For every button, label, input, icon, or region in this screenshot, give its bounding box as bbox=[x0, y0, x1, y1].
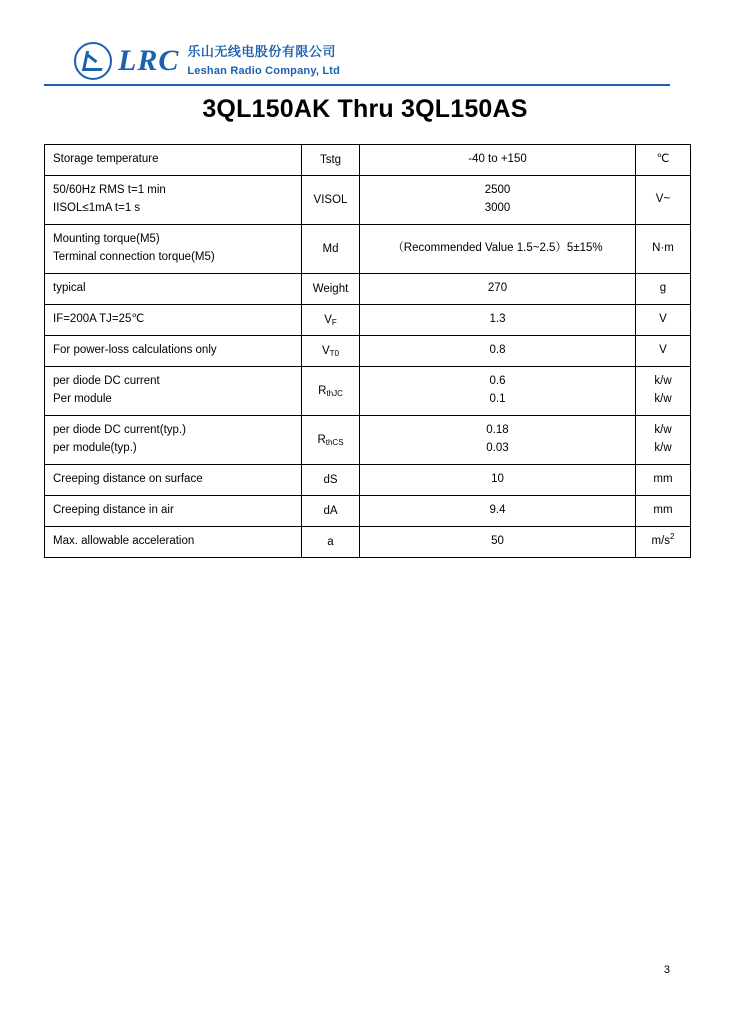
cell-unit bbox=[636, 416, 691, 465]
cell-parameter-line1: Mounting torque(M5) bbox=[53, 233, 160, 246]
cell-unit-line2: k/w bbox=[654, 393, 672, 405]
cell-parameter: Creeping distance on surface bbox=[45, 465, 302, 496]
table-row bbox=[45, 274, 691, 305]
cell-value-line1: 2500 bbox=[484, 184, 511, 197]
cell-symbol bbox=[302, 336, 360, 367]
table-row bbox=[45, 336, 691, 367]
specifications-table bbox=[44, 144, 691, 558]
page-number: 3 bbox=[663, 964, 670, 976]
cell-value-line2: 0.03 bbox=[486, 442, 509, 454]
cell-parameter-line2: per module(typ.) bbox=[53, 442, 137, 454]
symbol-base: V bbox=[321, 345, 330, 357]
cell-parameter-line2: IISOL≤1mA t=1 s bbox=[53, 202, 141, 214]
logo-initials: LRC bbox=[118, 44, 180, 77]
cell-parameter-line2: Terminal connection torque(M5) bbox=[53, 251, 215, 263]
cell-value bbox=[360, 367, 636, 416]
page-header bbox=[44, 40, 670, 84]
company-logo bbox=[74, 40, 340, 82]
table-row bbox=[45, 416, 691, 465]
table-row bbox=[45, 367, 691, 416]
table-row bbox=[45, 225, 691, 274]
cell-unit: V bbox=[636, 336, 691, 367]
cell-parameter: IF=200A TJ=25℃ bbox=[45, 305, 302, 336]
cell-unit: mm bbox=[636, 465, 691, 496]
cell-symbol: a bbox=[302, 527, 360, 558]
cell-unit: V~ bbox=[636, 176, 691, 225]
cell-value bbox=[360, 176, 636, 225]
cell-unit-line2: k/w bbox=[654, 442, 672, 454]
cell-parameter bbox=[45, 416, 302, 465]
page-title: 3QL150AK Thru 3QL150AS bbox=[202, 95, 528, 123]
cell-value: 1.3 bbox=[360, 305, 636, 336]
table-row bbox=[45, 465, 691, 496]
cell-unit-line1: k/w bbox=[654, 375, 672, 388]
cell-parameter-line1: 50/60Hz RMS t=1 min bbox=[53, 184, 166, 197]
symbol-subscript: thJC bbox=[326, 389, 343, 398]
cell-unit: N·m bbox=[636, 225, 691, 274]
cell-symbol: VISOL bbox=[302, 176, 360, 225]
symbol-subscript: T0 bbox=[329, 349, 339, 358]
cell-parameter bbox=[45, 367, 302, 416]
cell-unit: ℃ bbox=[636, 145, 691, 176]
table-row bbox=[45, 305, 691, 336]
cell-parameter bbox=[45, 176, 302, 225]
cell-symbol bbox=[302, 305, 360, 336]
cell-parameter: Creeping distance in air bbox=[45, 496, 302, 527]
lrc-emblem-icon bbox=[74, 42, 112, 80]
cell-unit: mm bbox=[636, 496, 691, 527]
cell-parameter: Max. allowable acceleration bbox=[45, 527, 302, 558]
cell-unit-line1: k/w bbox=[654, 424, 672, 437]
cell-parameter bbox=[45, 225, 302, 274]
cell-parameter-line2: Per module bbox=[53, 393, 112, 405]
cell-symbol: dS bbox=[302, 465, 360, 496]
table-row bbox=[45, 176, 691, 225]
unit-exponent: 2 bbox=[670, 532, 675, 542]
symbol-subscript: thCS bbox=[325, 438, 344, 447]
cell-symbol: Md bbox=[302, 225, 360, 274]
cell-symbol bbox=[302, 367, 360, 416]
table-row bbox=[45, 527, 691, 558]
cell-value bbox=[360, 416, 636, 465]
cell-value-line1: 0.6 bbox=[489, 375, 506, 388]
cell-parameter: For power-loss calculations only bbox=[45, 336, 302, 367]
header-divider bbox=[44, 84, 670, 86]
cell-unit bbox=[636, 367, 691, 416]
cell-value-line1: 0.18 bbox=[486, 424, 509, 437]
cell-unit: V bbox=[636, 305, 691, 336]
cell-unit bbox=[636, 527, 691, 558]
cell-symbol: Weight bbox=[302, 274, 360, 305]
cell-value: 50 bbox=[360, 527, 636, 558]
symbol-base: R bbox=[318, 385, 327, 397]
symbol-base: R bbox=[317, 434, 326, 446]
cell-value: （Recommended Value 1.5~2.5）5±15% bbox=[360, 225, 636, 274]
cell-parameter: Storage temperature bbox=[45, 145, 302, 176]
symbol-base: V bbox=[324, 314, 332, 326]
unit-base: m/s bbox=[651, 535, 671, 548]
cell-value: -40 to +150 bbox=[360, 145, 636, 176]
cell-unit: g bbox=[636, 274, 691, 305]
cell-symbol bbox=[302, 416, 360, 465]
cell-value-line2: 0.1 bbox=[489, 393, 506, 405]
cell-value: 10 bbox=[360, 465, 636, 496]
cell-value-line2: 3000 bbox=[484, 202, 511, 214]
symbol-subscript: F bbox=[331, 318, 337, 327]
company-name-cn: 乐山无线电股份有限公司 bbox=[187, 43, 336, 59]
cell-value: 270 bbox=[360, 274, 636, 305]
cell-symbol: Tstg bbox=[302, 145, 360, 176]
company-name-block bbox=[187, 43, 340, 80]
cell-parameter-line1: per diode DC current bbox=[53, 375, 160, 388]
table-row bbox=[45, 496, 691, 527]
cell-value: 9.4 bbox=[360, 496, 636, 527]
cell-value: 0.8 bbox=[360, 336, 636, 367]
cell-parameter-line1: per diode DC current(typ.) bbox=[53, 424, 186, 437]
cell-parameter: typical bbox=[45, 274, 302, 305]
cell-symbol: dA bbox=[302, 496, 360, 527]
table-row bbox=[45, 145, 691, 176]
company-name-en: Leshan Radio Company, Ltd bbox=[187, 65, 341, 77]
